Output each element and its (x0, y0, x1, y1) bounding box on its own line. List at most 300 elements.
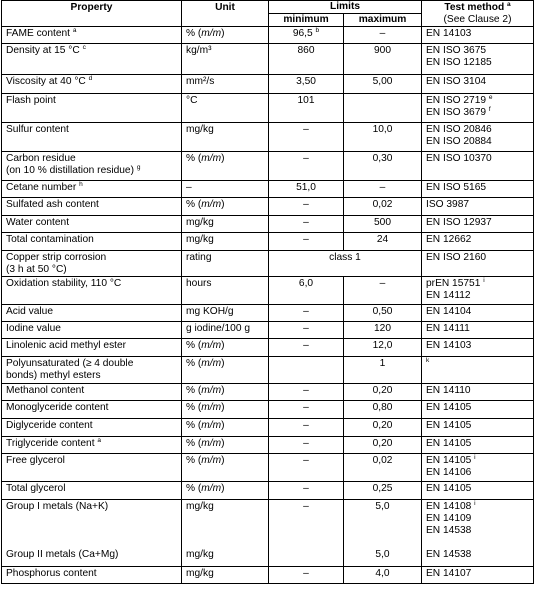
table-row (2, 27, 534, 44)
maximum-cell (344, 216, 422, 233)
property-text: Iodine value (6, 323, 61, 334)
unit-value: kg/m³ (186, 45, 212, 56)
property-cell (2, 339, 182, 357)
unit-cell (182, 357, 269, 384)
maximum-line (348, 217, 417, 229)
test-method-line (426, 107, 529, 119)
property-name (6, 568, 177, 580)
footnote-marker: k (426, 357, 430, 364)
maximum-value: 0,02 (372, 455, 393, 466)
unit-cell (182, 482, 269, 500)
minimum-cell (269, 305, 344, 322)
maximum-value: 0,02 (372, 199, 393, 210)
footnote-marker: a (507, 1, 511, 8)
minimum-cell (269, 75, 344, 94)
fame-specification-table (1, 0, 534, 584)
property-cell (2, 198, 182, 216)
table-row (2, 123, 534, 152)
property-name (6, 182, 177, 194)
minimum-cell (269, 567, 344, 584)
footnote-marker: f (488, 106, 491, 113)
table-row (2, 75, 534, 94)
maximum-value: 0,80 (372, 402, 393, 413)
table-row (2, 454, 534, 482)
footnote-marker: a (97, 437, 101, 444)
maximum-line (348, 402, 417, 414)
test-method-line (426, 290, 529, 302)
minimum-value: – (303, 323, 309, 334)
unit-value: % (m/m) (186, 438, 225, 449)
maximum-cell (344, 233, 422, 251)
unit-cell (182, 437, 269, 454)
property-text: Sulfur content (6, 124, 69, 135)
table-row (2, 357, 534, 384)
test-method-line (426, 467, 529, 479)
footnote-marker: e (488, 94, 493, 101)
property-cell (2, 322, 182, 339)
minimum-cell (269, 384, 344, 401)
property-text: Total contamination (6, 234, 94, 245)
test-method-value: EN ISO 2719 (426, 95, 487, 106)
unit-cell (182, 419, 269, 437)
test-method-cell (422, 181, 534, 198)
test-method-value: EN 14104 (426, 306, 472, 317)
test-method-cell (422, 454, 534, 482)
test-method-line (426, 124, 529, 136)
unit-line (186, 252, 264, 264)
unit-cell (182, 384, 269, 401)
maximum-cell (344, 357, 422, 384)
property-cell (2, 384, 182, 401)
test-method-value: EN ISO 20846 (426, 124, 492, 135)
property-name (6, 402, 177, 414)
maximum-line (348, 323, 417, 335)
test-method-line (426, 252, 529, 264)
unit-cell (182, 75, 269, 94)
footnote-marker: i (474, 454, 476, 461)
property-text: Triglyceride content (6, 438, 95, 449)
limit-merged-cell (269, 251, 422, 277)
maximum-line (348, 234, 417, 246)
maximum-cell (344, 44, 422, 75)
property-text: bonds) methyl esters (6, 370, 101, 381)
test-method-line (426, 501, 529, 513)
unit-line (186, 278, 264, 290)
footnote-marker: i (474, 500, 476, 507)
minimum-cell (269, 500, 344, 567)
table-row (2, 94, 534, 123)
test-method-line (426, 136, 529, 148)
test-method-cell (422, 437, 534, 454)
test-method-value: EN ISO 10370 (426, 153, 492, 164)
property-cell (2, 27, 182, 44)
minimum-value: 101 (297, 95, 315, 106)
property-name (6, 358, 177, 370)
test-method-line (426, 385, 529, 397)
unit-cell (182, 152, 269, 181)
footnote-marker: g (136, 164, 141, 171)
test-method-value: EN 14103 (426, 340, 472, 351)
property-cell (2, 305, 182, 322)
property-name (6, 323, 177, 335)
property-text: Oxidation stability, 110 °C (6, 278, 122, 289)
maximum-value: 0,20 (372, 420, 393, 431)
property-name (6, 455, 177, 467)
property-text: Methanol content (6, 385, 85, 396)
maximum-value: 12,0 (372, 340, 393, 351)
test-method-cell (422, 251, 534, 277)
unit-value: % (m/m) (186, 455, 225, 466)
test-method-cell (422, 198, 534, 216)
property-name (6, 217, 177, 229)
property-name (6, 385, 177, 397)
maximum-cell (344, 27, 422, 44)
property-cell (2, 437, 182, 454)
test-method-line (426, 483, 529, 495)
footnote-marker: b (315, 27, 320, 34)
maximum-cell (344, 437, 422, 454)
test-method-line (426, 537, 529, 549)
property-cell (2, 419, 182, 437)
unit-value: hours (186, 278, 212, 289)
minimum-value: – (303, 420, 309, 431)
test-method-line (426, 513, 529, 525)
test-method-header (422, 1, 534, 27)
table-row (2, 567, 534, 584)
test-method-value: EN ISO 3679 (426, 107, 487, 118)
test-method-cell (422, 500, 534, 567)
unit-line (186, 124, 264, 136)
test-method-line (426, 438, 529, 450)
unit-line (186, 95, 264, 107)
test-method-line (426, 95, 529, 107)
maximum-value: 1 (379, 358, 386, 369)
test-method-line (426, 57, 529, 69)
unit-header: Unit (182, 1, 269, 27)
table-row (2, 305, 534, 322)
table-row (2, 251, 534, 277)
test-method-line (426, 549, 529, 561)
maximum-line (348, 358, 417, 370)
unit-value: % (m/m) (186, 420, 225, 431)
unit-value: % (m/m) (186, 402, 225, 413)
unit-value: % (m/m) (186, 340, 225, 351)
property-text: (3 h at 50 °C) (6, 264, 67, 275)
unit-value: % (m/m) (186, 358, 225, 369)
footnote-marker: d (88, 75, 93, 82)
minimum-value: – (303, 438, 309, 449)
test-method-value: EN ISO 20884 (426, 136, 492, 147)
maximum-line (348, 420, 417, 432)
unit-line (186, 549, 264, 561)
limit-value: class 1 (329, 252, 361, 263)
maximum-line (348, 306, 417, 318)
maximum-cell (344, 94, 422, 123)
property-text: Water content (6, 217, 70, 228)
test-method-line (426, 358, 529, 370)
maximum-line (348, 340, 417, 352)
test-method-cell (422, 384, 534, 401)
test-method-value: EN ISO 3104 (426, 76, 487, 87)
unit-line (186, 323, 264, 335)
unit-line (186, 501, 264, 513)
table-row (2, 401, 534, 419)
test-method-line (426, 234, 529, 246)
maximum-cell (344, 123, 422, 152)
test-method-value: EN 14111 (426, 323, 470, 334)
table-row (2, 44, 534, 75)
test-method-value: EN 14105 (426, 483, 472, 494)
minimum-cell (269, 322, 344, 339)
property-cell (2, 216, 182, 233)
maximum-cell (344, 419, 422, 437)
minimum-cell (269, 419, 344, 437)
minimum-cell (269, 216, 344, 233)
unit-cell (182, 401, 269, 419)
maximum-cell (344, 384, 422, 401)
property-name (6, 306, 177, 318)
minimum-cell (269, 233, 344, 251)
unit-line (186, 385, 264, 397)
unit-cell (182, 277, 269, 305)
maximum-value: 0,30 (372, 153, 393, 164)
spacer (6, 513, 177, 549)
test-method-line (426, 153, 529, 165)
minimum-value: – (303, 483, 309, 494)
maximum-cell (344, 75, 422, 94)
unit-cell (182, 27, 269, 44)
property-cell (2, 123, 182, 152)
table-row (2, 384, 534, 401)
table-row (2, 277, 534, 305)
unit-value: mg/kg (186, 124, 214, 135)
test-method-value: EN ISO 12937 (426, 217, 492, 228)
minimum-cell (269, 357, 344, 384)
test-method-value: EN 14108 (426, 501, 472, 512)
property-text: Carbon residue (6, 153, 76, 164)
property-cell (2, 482, 182, 500)
property-text: Linolenic acid methyl ester (6, 340, 127, 351)
test-method-line (426, 568, 529, 580)
unit-value: – (186, 182, 192, 193)
maximum-line (348, 199, 417, 211)
limits-header: Limits (269, 1, 422, 14)
test-method-value: EN 14105 (426, 438, 472, 449)
minimum-cell (269, 482, 344, 500)
test-method-line (426, 340, 529, 352)
minimum-value: – (303, 199, 309, 210)
minimum-cell (269, 94, 344, 123)
unit-value: mg/kg (186, 501, 214, 512)
spacer (348, 513, 417, 549)
maximum-cell (344, 482, 422, 500)
unit-value: % (m/m) (186, 199, 225, 210)
maximum-line (348, 549, 417, 561)
test-method-cell (422, 44, 534, 75)
unit-value: mm²/s (186, 76, 215, 87)
maximum-line (348, 385, 417, 397)
property-cell (2, 251, 182, 277)
table-row (2, 198, 534, 216)
maximum-value: 0,20 (372, 438, 393, 449)
test-method-value: EN 14107 (426, 568, 472, 579)
test-method-cell (422, 357, 534, 384)
test-method-value: EN ISO 5165 (426, 182, 487, 193)
unit-cell (182, 500, 269, 567)
unit-value: % (m/m) (186, 483, 225, 494)
test-method-line (426, 402, 529, 414)
unit-cell (182, 305, 269, 322)
maximum-value: 10,0 (372, 124, 393, 135)
minimum-value: – (303, 217, 309, 228)
property-text: Cetane number (6, 182, 77, 193)
property-text: Flash point (6, 95, 56, 106)
test-method-label: Test method (444, 2, 505, 13)
maximum-line (348, 28, 417, 40)
property-cell (2, 181, 182, 198)
minimum-header: minimum (269, 14, 344, 27)
unit-line (186, 340, 264, 352)
unit-line (186, 28, 264, 40)
unit-line (186, 483, 264, 495)
maximum-cell (344, 181, 422, 198)
minimum-value: – (303, 124, 309, 135)
spacer (186, 513, 264, 549)
property-name (6, 278, 177, 290)
unit-line (186, 358, 264, 370)
property-name (6, 199, 177, 211)
maximum-cell (344, 339, 422, 357)
footnote-marker: c (82, 44, 86, 51)
property-cell (2, 75, 182, 94)
unit-line (186, 182, 264, 194)
minimum-value: – (303, 455, 309, 466)
minimum-value: 860 (297, 45, 315, 56)
test-method-value: EN ISO 12185 (426, 57, 492, 68)
unit-cell (182, 567, 269, 584)
maximum-value: 5,00 (372, 76, 393, 87)
unit-value: mg/kg (186, 568, 214, 579)
minimum-value: – (303, 501, 309, 512)
test-method-line (426, 278, 529, 290)
test-method-cell (422, 233, 534, 251)
unit-value: rating (186, 252, 212, 263)
minimum-value: 51,0 (296, 182, 316, 193)
footnote-marker: a (72, 27, 77, 34)
property-text: FAME content (6, 28, 70, 39)
table-row (2, 216, 534, 233)
property-text: Sulfated ash content (6, 199, 99, 210)
unit-line (186, 402, 264, 414)
property-text: Phosphorus content (6, 568, 97, 579)
test-method-cell (422, 339, 534, 357)
minimum-cell (269, 401, 344, 419)
maximum-cell (344, 198, 422, 216)
unit-line (186, 455, 264, 467)
test-method-cell (422, 152, 534, 181)
unit-line (186, 568, 264, 580)
table-row (2, 181, 534, 198)
unit-value: % (m/m) (186, 385, 225, 396)
maximum-line (348, 568, 417, 580)
test-method-value: EN 14105 (426, 420, 472, 431)
test-method-value: EN 14106 (426, 467, 472, 478)
maximum-value: 5,0 (375, 549, 390, 560)
unit-cell (182, 44, 269, 75)
minimum-value: – (303, 568, 309, 579)
maximum-line (348, 483, 417, 495)
maximum-cell (344, 322, 422, 339)
maximum-header: maximum (344, 14, 422, 27)
maximum-cell (344, 454, 422, 482)
test-method-line (426, 182, 529, 194)
test-method-line (426, 199, 529, 211)
maximum-cell (344, 277, 422, 305)
property-text: Viscosity at 40 °C (6, 76, 86, 87)
property-name (6, 340, 177, 352)
maximum-value: 900 (374, 45, 391, 56)
minimum-value: – (303, 153, 309, 164)
test-method-value: EN 14103 (426, 28, 472, 39)
minimum-value: 3,50 (296, 76, 316, 87)
maximum-value: – (379, 278, 386, 289)
property-text: (on 10 % distillation residue) (6, 165, 134, 176)
unit-line (186, 420, 264, 432)
test-method-value: EN 14538 (426, 549, 472, 560)
maximum-line (348, 501, 417, 513)
test-method-line (426, 45, 529, 57)
unit-line (186, 199, 264, 211)
maximum-value: – (379, 28, 386, 39)
minimum-cell (269, 27, 344, 44)
table-row (2, 322, 534, 339)
minimum-cell (269, 339, 344, 357)
test-method-clause: (See Clause 2) (443, 14, 512, 25)
maximum-line (348, 124, 417, 136)
property-text: Density at 15 °C (6, 45, 80, 56)
minimum-value: – (303, 385, 309, 396)
test-method-value: EN 14538 (426, 525, 472, 536)
table-row (2, 339, 534, 357)
property-text: Copper strip corrosion (6, 252, 107, 263)
property-name (6, 501, 177, 513)
unit-value: % (m/m) (186, 153, 225, 164)
property-name (6, 234, 177, 246)
unit-cell (182, 233, 269, 251)
property-name (6, 420, 177, 432)
unit-cell (182, 216, 269, 233)
maximum-line (348, 455, 417, 467)
maximum-value: 24 (376, 234, 389, 245)
property-name-continued (6, 264, 177, 276)
minimum-cell (269, 277, 344, 305)
table-row (2, 233, 534, 251)
property-name (6, 95, 177, 107)
maximum-line (348, 153, 417, 165)
test-method-line (426, 420, 529, 432)
maximum-cell (344, 305, 422, 322)
test-method-cell (422, 322, 534, 339)
property-cell (2, 500, 182, 567)
test-method-cell (422, 27, 534, 44)
table-row (2, 500, 534, 567)
unit-line (186, 45, 264, 57)
footnote-marker: i (483, 277, 485, 284)
property-name-group-ii (6, 549, 177, 561)
property-cell (2, 277, 182, 305)
unit-value: g iodine/100 g (186, 323, 251, 334)
property-text: Polyunsaturated (≥ 4 double (6, 358, 134, 369)
